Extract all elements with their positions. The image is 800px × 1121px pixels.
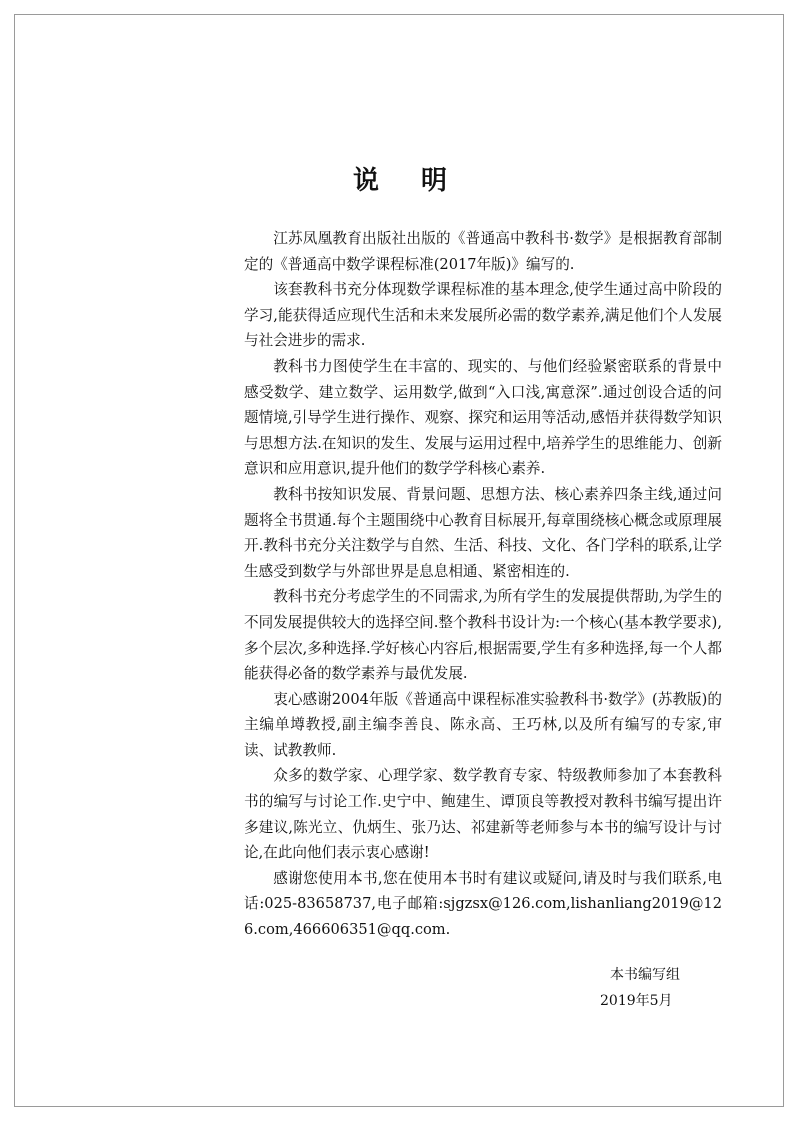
paragraph: 教科书充分考虑学生的不同需求,为所有学生的发展提供帮助,为学生的不同发展提供较大的选择空间.整个教科书设计为:一个核心(基本教学要求),多个层次,多种选择.学好核心内容后,根据需要,学生有多种选择,每一个人都能获得必备的数学素养与最优发展. bbox=[244, 588, 722, 683]
body-text bbox=[244, 226, 722, 943]
paragraph: 众多的数学家、心理学家、数学教育专家、特级教师参加了本套教科书的编写与讨论工作.史宁中、鲍建生、谭顶良等教授对教科书编写提出许多建议,陈光立、仇炳生、张乃达、祁建新等老师参与本书的编写设计与讨论,在此向他们表示衷心感谢! bbox=[244, 767, 722, 862]
paragraph: 感谢您使用本书,您在使用本书时有建议或疑问,请及时与我们联系,电话:025-83658737,电子邮箱:sjgzsx@126.com,lishanliang2019@126.com,466606351@qq.com. bbox=[244, 869, 722, 939]
paragraph: 教科书力图使学生在丰富的、现实的、与他们经验紧密联系的背景中感受数学、建立数学、运用数学,做到“入口浅,寓意深”.通过创设合适的问题情境,引导学生进行操作、观察、探究和运用等活动,感悟并获得数学知识与思想方法.在知识的发生、发展与运用过程中,培养学生的思维能力、创新意识和应用意识,提升他们的数学学科核心素养. bbox=[244, 357, 722, 478]
author-group: 本书编写组 bbox=[610, 967, 680, 983]
paragraph: 衷心感谢2004年版《普通高中课程标准实验教科书·数学》(苏教版)的主编单墫教授,副主编李善良、陈永高、王巧林,以及所有编写的专家,审读、试教教师. bbox=[244, 690, 722, 759]
paragraph: 教科书按知识发展、背景问题、思想方法、核心素养四条主线,通过问题将全书贯通.每个主题围绕中心教育目标展开,每章围绕核心概念或原理展开.教科书充分关注数学与自然、生活、科技、文化、各门学科的联系,让学生感受到数学与外部世界是息息相通、紧密相连的. bbox=[244, 485, 722, 580]
paragraph: 该套教科书充分体现数学课程标准的基本理念,使学生通过高中阶段的学习,能获得适应现代生活和未来发展所必需的数学素养,满足他们个人发展与社会进步的需求. bbox=[244, 281, 722, 350]
publish-date: 2019年5月 bbox=[600, 993, 673, 1009]
paragraph: 江苏凤凰教育出版社出版的《普通高中教科书·数学》是根据教育部制定的《普通高中数学课程标准(2017年版)》编写的. bbox=[244, 230, 722, 273]
page-title: 说明 bbox=[352, 166, 489, 197]
signature-block bbox=[596, 962, 716, 1014]
